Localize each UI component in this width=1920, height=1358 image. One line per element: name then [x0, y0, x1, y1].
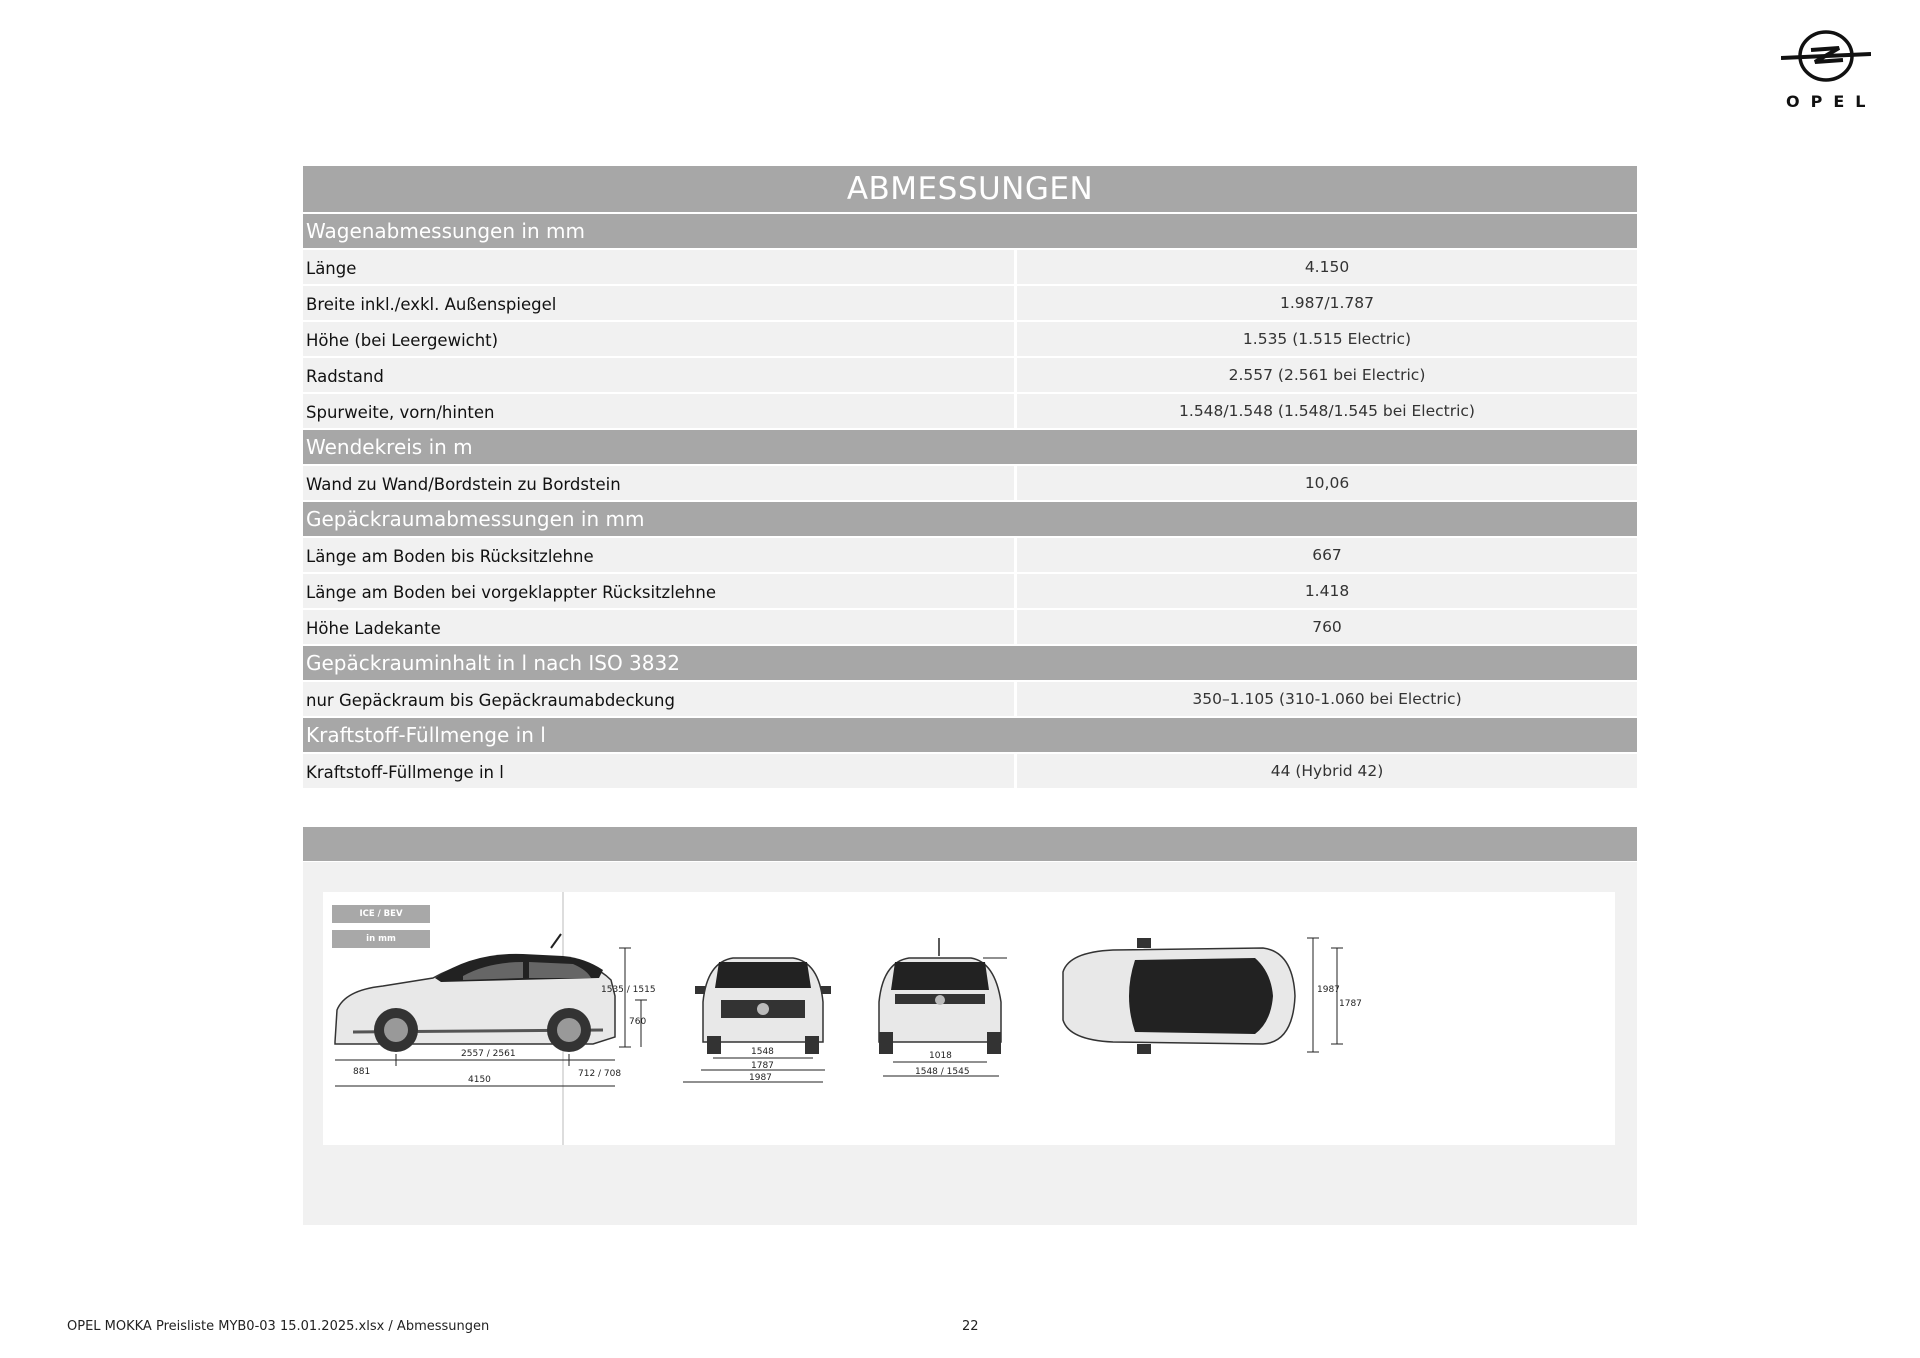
row-value: 2.557 (2.561 bei Electric): [1017, 358, 1637, 392]
car-views-svg: [323, 892, 1615, 1145]
side-length-label: 4150: [468, 1075, 491, 1085]
row-value: 1.535 (1.515 Electric): [1017, 322, 1637, 356]
top-width-incl-label: 1987: [1317, 985, 1340, 995]
table-row: [303, 250, 1637, 284]
row-value: 44 (Hybrid 42): [1017, 754, 1637, 788]
section-heading: Kraftstoff-Füllmenge in l: [303, 718, 1637, 752]
row-label: Wand zu Wand/Bordstein zu Bordstein: [303, 466, 1014, 500]
row-value: 1.548/1.548 (1.548/1.545 bei Electric): [1017, 394, 1637, 428]
table-row: [303, 286, 1637, 320]
side-wheelbase-label: 2557 / 2561: [461, 1049, 516, 1059]
row-value: 760: [1017, 610, 1637, 644]
opel-logo: [1775, 28, 1875, 118]
row-label: Radstand: [303, 358, 1014, 392]
section-heading: Wendekreis in m: [303, 430, 1637, 464]
front-track-label: 1548: [751, 1047, 774, 1057]
top-view: [1063, 938, 1362, 1054]
table-row: [303, 394, 1637, 428]
table-title: ABMESSUNGEN: [303, 166, 1637, 212]
dimensions-table: [303, 166, 1637, 790]
side-view: [335, 934, 656, 1086]
table-row: [303, 610, 1637, 644]
row-label: Länge: [303, 250, 1014, 284]
brand-name: OPEL: [1786, 92, 1877, 111]
row-label: Länge am Boden bis Rücksitzlehne: [303, 538, 1014, 572]
row-label: Länge am Boden bei vorgeklappter Rücksitzlehne: [303, 574, 1014, 608]
rear-view: [879, 938, 1007, 1077]
vehicle-dimension-drawing: [323, 892, 1615, 1145]
tag-ice-bev: ICE / BEV: [332, 905, 430, 923]
side-rear-overhang-label: 712 / 708: [578, 1069, 622, 1079]
side-load-sill-label: 760: [629, 1017, 647, 1027]
table-row: [303, 682, 1637, 716]
row-value: 1.987/1.787: [1017, 286, 1637, 320]
row-label: Spurweite, vorn/hinten: [303, 394, 1014, 428]
row-value: 667: [1017, 538, 1637, 572]
table-row: [303, 754, 1637, 788]
front-view: [683, 958, 831, 1083]
table-row: [303, 466, 1637, 500]
front-width-excl-label: 1787: [751, 1061, 774, 1071]
table-row: [303, 574, 1637, 608]
row-label: Höhe (bei Leergewicht): [303, 322, 1014, 356]
side-height-label: 1535 / 1515: [601, 985, 656, 995]
side-front-overhang-label: 881: [353, 1067, 371, 1077]
tag-unit: in mm: [332, 930, 430, 948]
row-value: 350–1.105 (310-1.060 bei Electric): [1017, 682, 1637, 716]
top-width-excl-label: 1787: [1339, 999, 1362, 1009]
section-heading: Gepäckraumabmessungen in mm: [303, 502, 1637, 536]
row-value: 10,06: [1017, 466, 1637, 500]
rear-track-b-label: 1548 / 1545: [915, 1067, 970, 1077]
row-label: nur Gepäckraum bis Gepäckraumabdeckung: [303, 682, 1014, 716]
section-heading: Gepäckrauminhalt in l nach ISO 3832: [303, 646, 1637, 680]
diagram-panel: [303, 862, 1637, 1225]
footer-document-name: OPEL MOKKA Preisliste MYB0-03 15.01.2025.xlsx / Abmessungen: [67, 1319, 490, 1334]
diagram-header-bar: [303, 827, 1637, 861]
table-row: [303, 358, 1637, 392]
rear-track-a-label: 1018: [929, 1051, 952, 1061]
front-width-incl-label: 1987: [749, 1073, 772, 1083]
row-label: Breite inkl./exkl. Außenspiegel: [303, 286, 1014, 320]
section-heading: Wagenabmessungen in mm: [303, 214, 1637, 248]
table-row: [303, 538, 1637, 572]
row-label: Kraftstoff-Füllmenge in l: [303, 754, 1014, 788]
row-value: 1.418: [1017, 574, 1637, 608]
row-label: Höhe Ladekante: [303, 610, 1014, 644]
table-row: [303, 322, 1637, 356]
opel-blitz-icon: [1781, 28, 1871, 84]
row-value: 4.150: [1017, 250, 1637, 284]
page-number: 22: [962, 1319, 979, 1334]
